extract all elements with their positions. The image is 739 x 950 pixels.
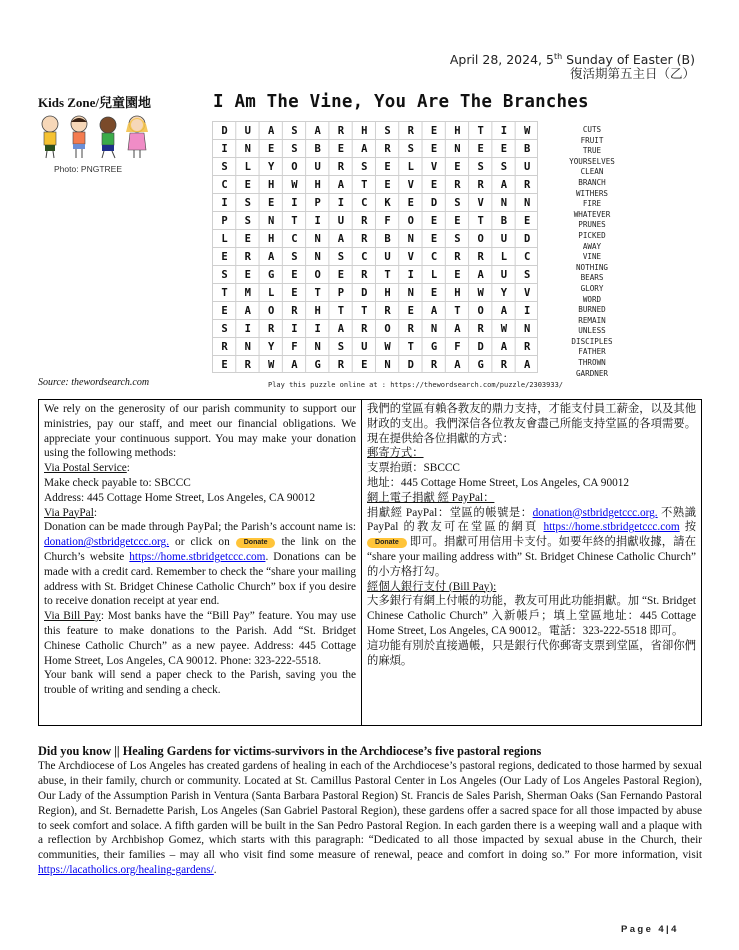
word-list-item: UNLESS [578, 326, 606, 336]
postal-address-zh: 地址：445 Cottage Home Street, Los Angeles, CA 90012 [367, 476, 630, 489]
postal-payable: Make check payable to: SBCCC [44, 476, 191, 489]
donation-closing-zh: 這功能有別於直接過帳，只是銀行代你郵寄支票到堂區，省卻你們的麻煩。 [367, 639, 696, 667]
word-list-item: FATHER [578, 347, 606, 357]
paypal-paragraph-zh: 捐獻經 PayPal：堂區的帳號是：donation@stbridgetccc.org. 不熟識 PayPal 的教友可在堂區的網頁 https://home.stbridgetccc.com 按 Donate 即可。捐獻可用信用卡支付。如要年終的捐獻收據，請在 “share your mailing address with” St. Bridget Chinese Catholic Church” 的小方格打勾。 [367, 506, 696, 578]
grid-row[interactable]: TMLETPDHNEHWYV [221, 287, 548, 299]
word-list-item: AWAY [582, 241, 602, 251]
bulletin-date [450, 50, 695, 81]
word-list-item: VINE [582, 252, 602, 262]
postal-payable-zh: 支票抬頭：SBCCC [367, 462, 460, 475]
word-list-item: PICKED [578, 230, 606, 240]
grid-row[interactable]: DUASARHSREHTIW [221, 125, 548, 137]
donation-chinese [362, 400, 701, 725]
grid-row[interactable]: RNYFNSUWTGFDAR [221, 341, 548, 353]
grid-row[interactable]: ERASNSCUVCRRLC [221, 251, 548, 263]
did-you-know-body: The Archdiocese of Los Angeles has created gardens of healing in each of the Archdiocese’s pastoral regions, dedicated to those harmed by sexual abuse, in their family, church or community. Located at St. Camillus Pastoral Center in Los Angeles (Our Lady of Los Angeles Pastoral Region), Our Lady of the Assumption Parish in Ventura (Santa Barbara Pastoral Region) St. Francis de Sales Parish, Sherman Oaks (San Fernando Pastoral Region), and St. Bernadette Parish, Los Angeles (San Gabriel Pastoral Region), these gardens offer a sacred space for all those impacted by abuse to seek comfort and solace. A fifth garden will be built in the San Pedro Pastoral Region. In each garden there is a weeping wall and a plaque with a reflection by Archbishop Gomez, which starts with this paragraph: “Dedicated to all those impacted by sexual abuse in the Church, their communities, their families – may all who visit find some measure of renewal, peace and comfort in doing so.” For more information, visit https://lacatholics.org/healing-gardens/. [38, 759, 702, 877]
kids-zone-title: Kids Zone/兒童園地 [38, 95, 152, 110]
word-list-item: GLORY [580, 283, 604, 293]
donate-button[interactable]: Donate [236, 538, 276, 548]
grid-row[interactable]: SLYOURSELVESSU [221, 161, 548, 173]
word-list-item: WITHERS [575, 188, 608, 198]
billpay-heading-zh: 經個人銀行支付 (Bill Pay): [367, 580, 497, 593]
kid-3 [100, 117, 116, 158]
word-search-grid [212, 121, 548, 373]
billpay-paragraph-zh: 大多銀行有網上付帳的功能，教友可用此功能捐獻。加 “St. Bridget Chinese Catholic Church” 入新帳戶；填上堂區地址：445 Cottage Home Street, Los Angeles, CA 90012。電話：323-222-5518 即可。 [367, 595, 696, 637]
postal-heading: Via Postal Service [44, 462, 127, 475]
word-list-item: THROWN [578, 358, 606, 368]
word-list [552, 125, 632, 379]
kid-2 [71, 116, 87, 158]
date-chinese: 復活期第五主日（乙） [569, 66, 695, 82]
grid-row[interactable]: INESBEARSENEEB [221, 143, 548, 155]
photo-credit: Photo: PNGTREE [54, 164, 123, 174]
word-list-item: BEARS [580, 273, 604, 283]
donation-english: We rely on the generosity of our parish community to support our ministries, pay our staff, and meet our financial obligations. We appreciate your continuous support. You may make your donation using the following methods: Via Postal Service: Make check payable to: SBCCC Address: 445 Cottage Home Street, Los Angeles, CA 90012 Via PayPal: Donation can be made through PayPal; the Parish’s account name is: donation@stbridgetccc.org. or click on Donate the link on the Church’s website https://home.stbridgetccc.com. Donations can be made with a credit card. Remember to check the “share your mailing address with St. Bridget Chinese Catholic Church” box if you desire to receive donation receipt at year end. Via Bill Pay: Most banks have the “Bill Pay” feature. You may use this feature to make donations to the Parish. Add “St. Bridget Chinese Catholic Church” as a new payee. Address: 445 Cottage Home Street, Los Angeles, CA 90012. Phone: 323-222-5518. Your bank will send a paper check to the Parish, saving you the trouble of writing and sending a check. [39, 400, 362, 725]
word-list-item: FRUIT [580, 135, 604, 145]
grid-row[interactable]: CEHWHATEVERRAR [221, 179, 548, 191]
page-number: Page 4|4 [621, 924, 679, 935]
billpay-paragraph: Via Bill Pay: Most banks have the “Bill Pay” feature. You may use this feature to make donations to the Parish. Add “St. Bridget Chinese Catholic Church” as a new payee. Address: 445 Cottage Home Street, Los Angeles, CA 90012. Phone: 323-222-5518. [44, 610, 357, 667]
word-list-item: REMAIN [578, 315, 606, 325]
word-list-item: BURNED [578, 305, 606, 315]
word-list-item: TRUE [582, 146, 602, 156]
donation-intro-zh: 我們的堂區有賴各教友的鼎力支持，才能支付員工薪金，以及其他財政的支出。我們深信各位教友會盡己所能支持堂區的各項需要。現在提供給各位捐獻的方式： [367, 403, 696, 445]
grid-row[interactable]: LEHCNARBNESOUD [221, 233, 548, 245]
billpay-heading: Via Bill Pay [44, 610, 101, 623]
donate-button-zh[interactable]: Donate [367, 538, 407, 548]
word-list-item: WORD [582, 294, 602, 304]
puzzle-source: Source: thewordsearch.com [38, 377, 150, 388]
website-link[interactable]: https://home.stbridgetccc.com [129, 550, 266, 563]
did-you-know-section [38, 744, 702, 878]
postal-address: Address: 445 Cottage Home Street, Los Angeles, CA 90012 [44, 491, 316, 504]
donation-closing: Your bank will send a paper check to the Parish, saving you the trouble of writing and sending a check. [44, 669, 357, 697]
donation-table [38, 399, 702, 726]
paypal-heading-zh: 網上電子捐獻 經 PayPal： [367, 491, 495, 504]
kids-illustration [36, 114, 154, 162]
date-english: April 28, 2024, 5th Sunday of Easter (B) [449, 52, 695, 68]
word-list-item: GARDNER [575, 368, 608, 378]
grid-row[interactable]: EAORHTTREATOAI [221, 305, 548, 317]
paypal-heading: Via PayPal [44, 506, 94, 519]
word-list-item: DISCIPLES [571, 336, 613, 346]
play-online-link[interactable]: Play this puzzle online at : https://thewordsearch.com/puzzle/2303933/ [268, 381, 564, 389]
paypal-email-link-zh[interactable]: donation@stbridgetccc.org. [532, 506, 658, 519]
grid-row[interactable]: ISEIPICKEDSVNN [221, 197, 548, 209]
donation-intro: We rely on the generosity of our parish community to support our ministries, pay our staff, and meet our financial obligations. We appreciate your continuous support. You may make your donation using the following methods: [44, 403, 357, 460]
word-list-item: BRANCH [578, 177, 606, 187]
word-list-item: WHATEVER [573, 209, 611, 219]
paypal-email-link[interactable]: donation@stbridgetccc.org. [44, 536, 170, 549]
website-link-zh[interactable]: https://home.stbridgetccc.com [543, 521, 680, 534]
kid-1 [42, 116, 58, 158]
grid-row[interactable]: ERWAGRENDRAGRA [221, 359, 548, 371]
grid-row[interactable]: SIRIIARORNARWN [221, 323, 548, 335]
word-list-item: FIRE [582, 199, 602, 209]
word-list-item: NOTHING [575, 262, 608, 272]
word-list-item: CLEAN [580, 167, 604, 177]
grid-row[interactable]: PSNTIURFOEETBE [221, 215, 548, 227]
postal-heading-zh: 郵寄方式： [367, 447, 424, 460]
word-list-item: CUTS [582, 125, 602, 134]
grid-row[interactable]: SEGEOERTILEAUS [221, 269, 548, 281]
puzzle-title: I Am The Vine, You Are The Branches [213, 92, 589, 112]
healing-gardens-link[interactable]: https://lacatholics.org/healing-gardens/ [38, 864, 214, 877]
word-list-item: YOURSELVES [569, 156, 615, 166]
paypal-paragraph: Donation can be made through PayPal; the Parish’s account name is: donation@stbridgetccc.org. or click on Donate the link on the Church’s website https://home.stbridgetccc.com. Donations can be made with a credit card. Remember to check the “share your mailing address with St. Bridget Chinese Catholic Church” box if you desire to receive donation receipt at year end. [44, 521, 357, 608]
word-list-item: PRUNES [578, 220, 606, 230]
did-you-know-title: Did you know || Healing Gardens for victims-survivors in the Archdiocese’s five pastoral regions [38, 744, 542, 758]
kid-4 [126, 116, 148, 158]
